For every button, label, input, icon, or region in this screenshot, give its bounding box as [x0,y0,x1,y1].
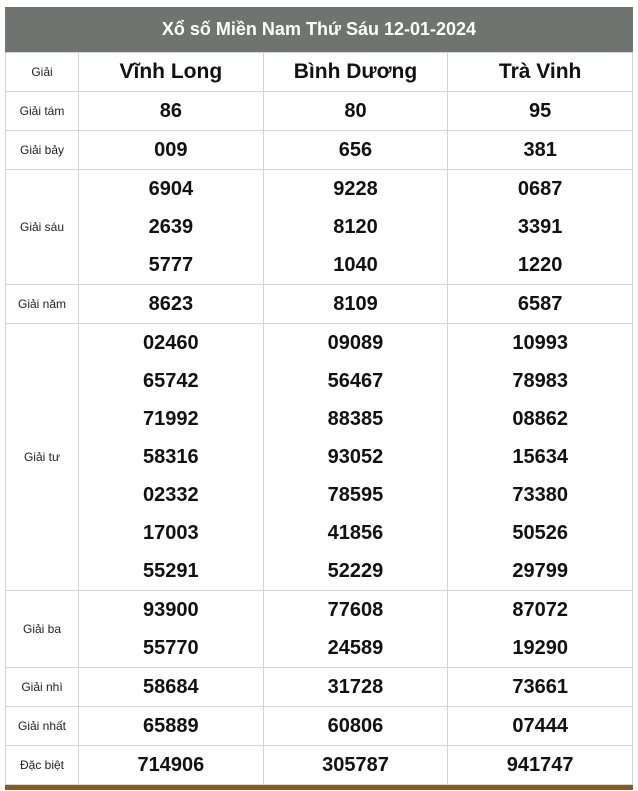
table-header-row [6,53,633,92]
prize-number: 8120 [333,216,378,238]
prize-number: 714906 [137,754,205,776]
prize-cell [79,591,264,668]
prize-label: Giải năm [6,285,79,324]
prize-cell [263,131,448,170]
province-header: Bình Dương [263,53,448,92]
prize-number: 65742 [143,370,199,392]
prize-number: 9228 [333,178,378,200]
prize-cell [79,92,264,131]
prize-number: 60806 [327,715,384,737]
prize-number: 77608 [327,599,384,621]
prize-number: 08862 [512,408,568,430]
prize-number: 5777 [148,254,194,276]
prize-number: 87072 [512,599,568,621]
prize-cell [79,746,264,785]
lottery-results-panel [5,7,633,790]
prize-number: 02460 [143,332,199,354]
prize-number: 07444 [512,715,568,737]
prize-row [6,285,633,324]
prize-cell [79,131,264,170]
prize-cell [263,92,448,131]
prize-number: 17003 [143,522,199,544]
prize-number: 93900 [143,599,199,621]
prize-number: 1040 [333,254,378,276]
prize-number: 02332 [143,484,199,506]
prize-number: 09089 [327,332,384,354]
prize-number: 8623 [148,293,194,315]
prize-cell [263,324,448,591]
prize-number: 73380 [512,484,568,506]
prize-cell [79,707,264,746]
prize-cell [263,285,448,324]
prize-label: Giải nhất [6,707,79,746]
prize-label: Giải tám [6,92,79,131]
prize-cell [263,707,448,746]
prize-number: 95 [529,100,552,122]
province-header: Vĩnh Long [79,53,264,92]
prize-label: Giải nhì [6,668,79,707]
prize-number: 3391 [517,216,563,238]
prize-number: 19290 [512,637,568,659]
prize-number: 29799 [512,560,568,582]
prize-number: 24589 [327,637,384,659]
prize-label: Giải bảy [6,131,79,170]
prize-number: 6587 [517,293,563,315]
prize-cell [448,591,633,668]
prize-number: 52229 [327,560,384,582]
prize-number: 86 [159,100,182,122]
prize-cell [263,746,448,785]
prize-row [6,707,633,746]
prize-number: 6904 [148,178,194,200]
prize-row [6,668,633,707]
prize-number: 941747 [506,754,574,776]
prize-cell [79,170,264,285]
prize-row [6,591,633,668]
prize-cell [79,324,264,591]
bottom-divider [5,785,633,790]
prize-number: 78595 [327,484,384,506]
prize-number: 78983 [512,370,568,392]
prize-cell [263,591,448,668]
prize-number: 656 [338,139,373,161]
prize-row [6,92,633,131]
prize-row [6,746,633,785]
prize-cell [448,92,633,131]
prize-row [6,324,633,591]
prize-cell [79,668,264,707]
prize-number: 80 [344,100,367,122]
prize-label: Giải tư [6,324,79,591]
prize-number: 1220 [517,254,563,276]
prize-number: 50526 [512,522,568,544]
prize-row [6,170,633,285]
prize-cell [448,170,633,285]
prize-cell [263,668,448,707]
prize-number: 0687 [517,178,563,200]
prize-cell [448,285,633,324]
prize-label: Đặc biệt [6,746,79,785]
province-header: Trà Vinh [448,53,633,92]
prize-label: Giải ba [6,591,79,668]
prize-rows [6,92,633,785]
prize-cell [79,285,264,324]
prize-number: 009 [154,139,188,161]
prize-number: 73661 [512,676,568,698]
prize-number: 41856 [327,522,384,544]
prize-number: 31728 [327,676,384,698]
prize-number: 15634 [512,446,568,468]
header-prize-label: Giải [6,53,79,92]
prize-number: 55770 [143,637,199,659]
prize-number: 71992 [143,408,199,430]
prize-row [6,131,633,170]
prize-cell [448,324,633,591]
prize-number: 58684 [143,676,199,698]
prize-cell [263,170,448,285]
prize-number: 88385 [327,408,384,430]
prize-number: 65889 [143,715,199,737]
prize-number: 58316 [143,446,199,468]
prize-cell [448,131,633,170]
results-table [5,52,633,785]
prize-number: 2639 [148,216,194,238]
prize-cell [448,746,633,785]
prize-cell [448,668,633,707]
prize-number: 10993 [512,332,568,354]
prize-cell [448,707,633,746]
prize-number: 93052 [327,446,384,468]
prize-number: 381 [523,139,557,161]
prize-number: 55291 [143,560,199,582]
prize-number: 305787 [322,754,389,776]
prize-label: Giải sáu [6,170,79,285]
prize-number: 56467 [327,370,384,392]
prize-number: 8109 [333,293,378,315]
results-title: Xổ số Miền Nam Thứ Sáu 12-01-2024 [5,7,633,52]
